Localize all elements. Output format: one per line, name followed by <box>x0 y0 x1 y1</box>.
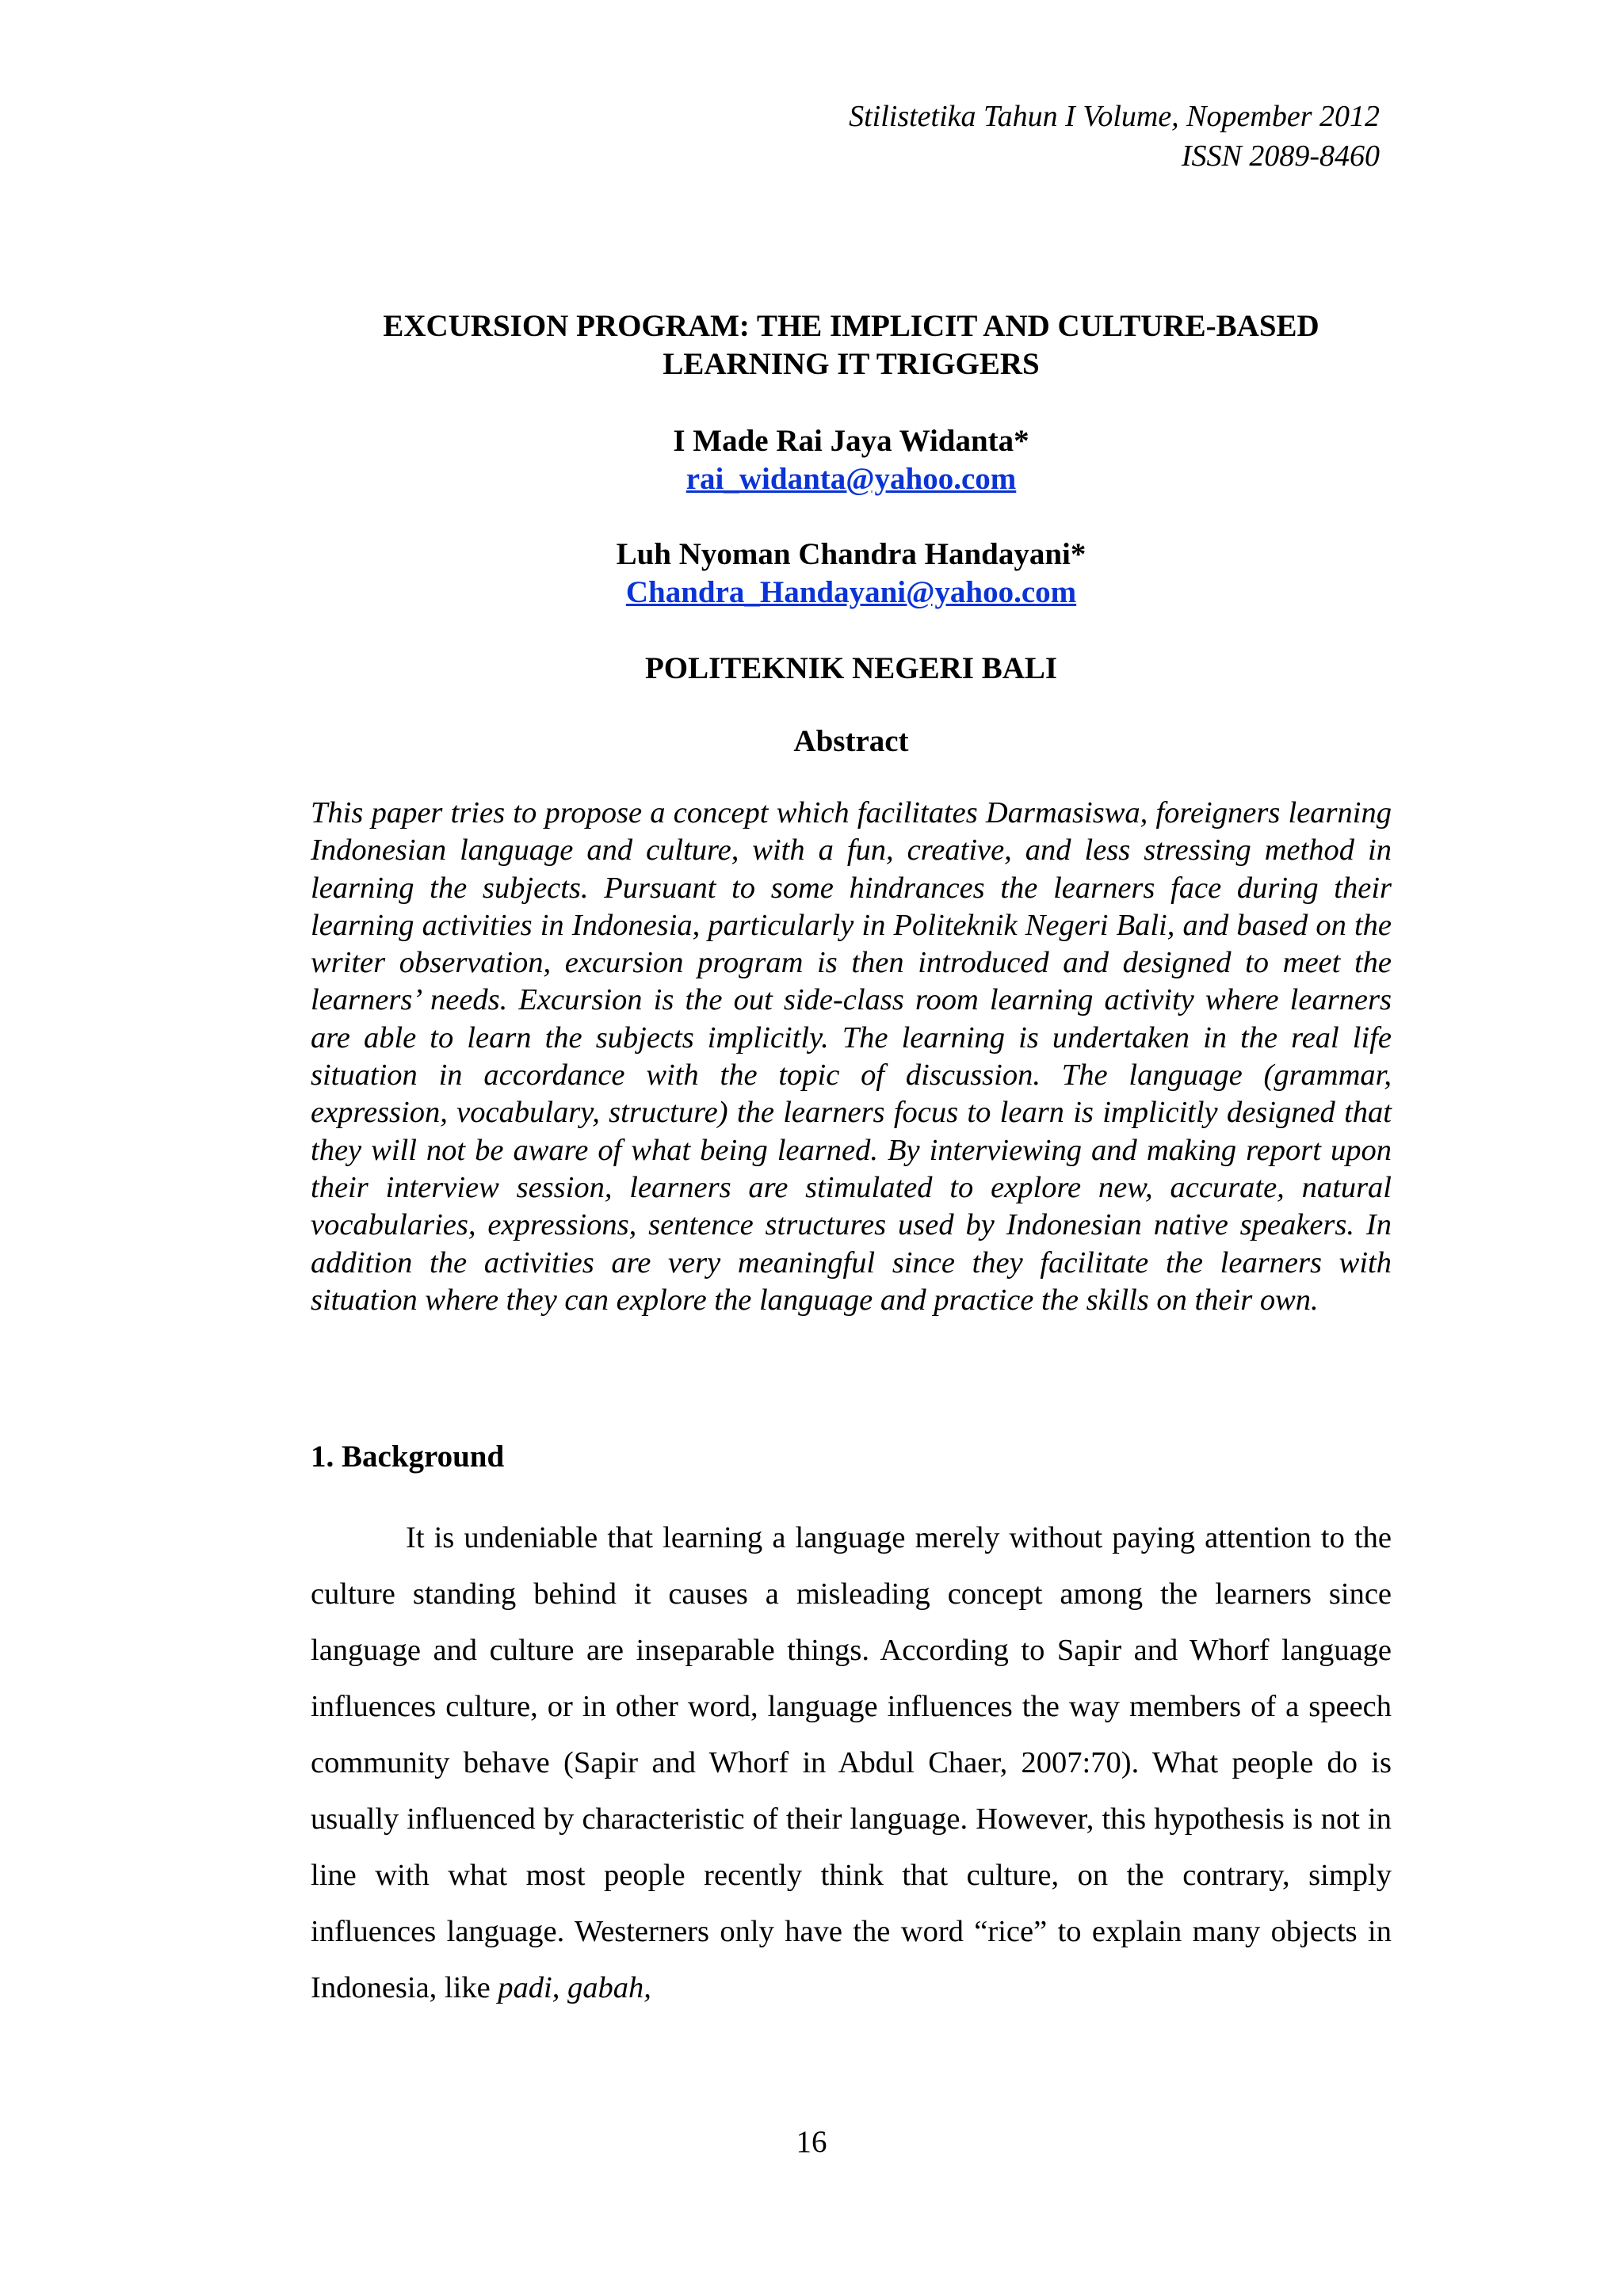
abstract-heading: Abstract <box>793 724 909 758</box>
abstract-text: This paper tries to propose a concept which facilitates Darmasiswa, foreigners learning Indonesian language and culture, with a fun, creative, and less stressing method in learning the subjects. Pursuant to some hindrances the learners face during their learning activities in Indonesia, particularly in Politeknik Negeri Bali, and based on the writer observation, excursion program is then introduced and designed to meet the learners’ needs. Excursion is the out side-class room learning activity where learners are able to learn the subjects implicitly. The learning is undertaken in the real life situation in accordance with the topic of discussion. The language (grammar, expression, vocabulary, structure) the learners focus to learn is implicitly designed that they will not be aware of what being learned. By interviewing and making report upon their interview session, learners are stimulated to explore new, accurate, natural vocabularies, expressions, sentence structures used by Indonesian native speakers. In addition the activities are very meaningful since they facilitate the learners with situation where they can explore the language and practice the skills on their own. <box>311 796 1392 1317</box>
body-paragraph <box>311 1510 1392 2016</box>
affiliation: POLITEKNIK NEGERI BALI <box>644 651 1058 685</box>
issn-line: ISSN 2089-8460 <box>1181 139 1380 173</box>
title-line-2: LEARNING IT TRIGGERS <box>663 347 1040 381</box>
author-email-link[interactable]: Chandra_Handayani@yahoo.com <box>625 575 1077 609</box>
paper-title <box>311 307 1392 383</box>
page-number: 16 <box>796 2125 827 2159</box>
paragraph-italic-text: padi, gabah, <box>498 1971 651 2004</box>
title-line-1: EXCURSION PROGRAM: THE IMPLICIT AND CULTURE-BASED <box>383 309 1319 343</box>
section-heading: 1. Background <box>311 1440 505 1474</box>
running-header <box>666 97 1380 176</box>
author-1 <box>311 422 1392 498</box>
author-name: Luh Nyoman Chandra Handayani* <box>616 537 1086 571</box>
journal-line: Stilistetika Tahun I Volume, Nopember 2012 <box>849 100 1380 133</box>
author-2 <box>311 536 1392 612</box>
author-email-link[interactable]: rai_widanta@yahoo.com <box>685 462 1017 496</box>
author-name: I Made Rai Jaya Widanta* <box>673 424 1029 458</box>
paragraph-text: It is undeniable that learning a language merely without paying attention to the culture standing behind it causes a misleading concept among the learners since language and culture are inseparable things. According to Sapir and Whorf language influences culture, or in other word, language influences the way members of a speech community behave (Sapir and Whorf in Abdul Chaer, 2007:70). What people do is usually influenced by characteristic of their language. However, this hypothesis is not in line with what most people recently think that culture, on the contrary, simply influences language. Westerners only have the word “rice” to explain many objects in Indonesia, like <box>311 1521 1392 2004</box>
